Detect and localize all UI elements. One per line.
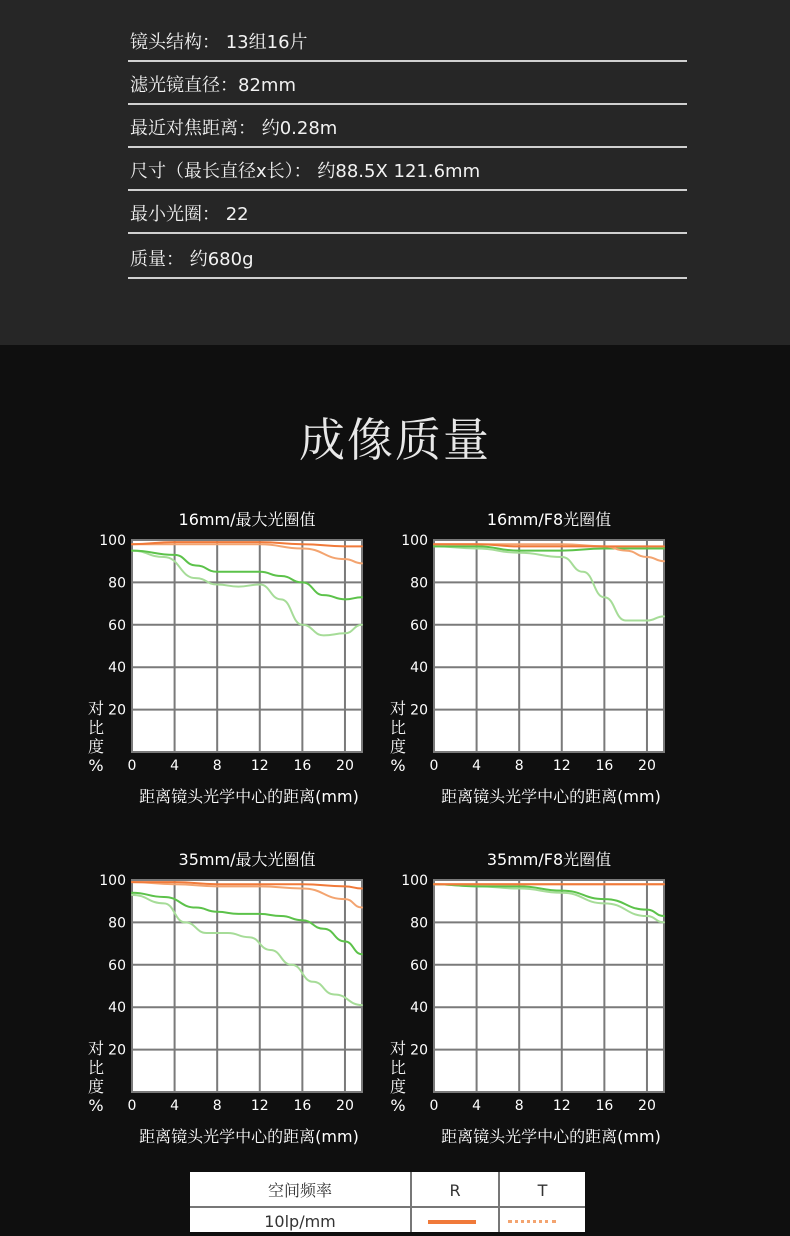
legend-divider	[498, 1172, 500, 1232]
y-tick-label: 100	[401, 873, 428, 889]
y-tick-label: 60	[410, 617, 428, 634]
legend-header-t: T	[537, 1181, 548, 1200]
y-tick-label: 20	[410, 702, 428, 719]
spec-row-structure	[128, 20, 687, 62]
spec-filter: 滤光镜直径：82mm	[130, 75, 296, 96]
spec-size: 尺寸（最长直径x长）： 约88.5X 121.6mm	[130, 161, 481, 182]
y-tick-label: 40	[108, 660, 126, 677]
spec-row-weight	[128, 237, 687, 279]
y-tick-label: 80	[410, 575, 428, 592]
x-tick-label: 12	[552, 1098, 571, 1114]
y-tick-label: 80	[410, 915, 428, 932]
x-tick-label: 0	[127, 758, 137, 774]
x-tick-label: 8	[514, 1098, 524, 1114]
x-tick-label: 16	[595, 758, 614, 774]
chart-title: 35mm/最大光圈值	[178, 850, 316, 869]
spec-row-aperture	[128, 192, 687, 234]
x-tick-label: 0	[127, 1098, 137, 1114]
y-tick-label: 80	[108, 575, 126, 592]
mtf-chart-16mm-f8	[382, 505, 682, 805]
y-tick-label: 20	[108, 1042, 126, 1059]
y-axis-label: %	[88, 756, 104, 775]
y-axis-label: 度	[87, 1077, 105, 1096]
x-tick-label: 20	[336, 758, 354, 774]
x-tick-label: 8	[514, 758, 524, 774]
y-tick-label: 100	[99, 533, 126, 549]
mtf-chart-35mm-wide	[80, 845, 380, 1145]
chart-title: 35mm/F8光圈值	[486, 850, 612, 869]
plot-area	[434, 540, 664, 752]
mtf-chart-16mm-wide	[80, 505, 380, 805]
y-axis-label: 对	[389, 699, 407, 718]
x-tick-label: 20	[336, 1098, 354, 1114]
y-axis-label: 比	[389, 718, 407, 737]
y-tick-label: 40	[410, 1000, 428, 1017]
y-axis-label: 度	[389, 737, 407, 756]
x-tick-label: 12	[250, 1098, 269, 1114]
y-tick-label: 80	[108, 915, 126, 932]
y-tick-label: 100	[99, 873, 126, 889]
mtf-chart-35mm-f8	[382, 845, 682, 1145]
x-tick-label: 4	[472, 1098, 482, 1114]
y-axis-label: %	[390, 1096, 406, 1115]
legend-header-frequency: 空间频率	[267, 1181, 332, 1200]
x-tick-label: 12	[552, 758, 571, 774]
legend-row-10lp: 10lp/mm	[264, 1212, 336, 1231]
y-tick-label: 40	[410, 660, 428, 677]
legend-header-r: R	[449, 1181, 461, 1200]
y-axis-label: 对	[87, 699, 105, 718]
x-tick-label: 16	[293, 758, 312, 774]
x-tick-label: 20	[638, 1098, 656, 1114]
x-tick-label: 0	[429, 758, 439, 774]
spec-weight: 质量： 约680g	[130, 249, 254, 270]
y-tick-label: 100	[401, 533, 428, 549]
section-title: 成像质量	[299, 413, 491, 467]
x-tick-label: 8	[212, 1098, 222, 1114]
y-tick-label: 20	[410, 1042, 428, 1059]
x-tick-label: 0	[429, 1098, 439, 1114]
legend-table	[190, 1172, 585, 1232]
chart-title: 16mm/最大光圈值	[178, 510, 316, 529]
legend-divider	[410, 1172, 412, 1232]
x-tick-label: 20	[638, 758, 656, 774]
x-axis-label: 距离镜头光学中心的距离(mm)	[441, 1127, 661, 1146]
spec-section	[0, 0, 790, 345]
y-axis-label: 比	[87, 1058, 105, 1077]
chart-title: 16mm/F8光圈值	[486, 510, 612, 529]
spec-row-filter	[128, 63, 687, 105]
spec-aperture: 最小光圈： 22	[130, 204, 249, 225]
y-axis-label: 比	[389, 1058, 407, 1077]
y-axis-label: 比	[87, 718, 105, 737]
y-axis-label: 度	[389, 1077, 407, 1096]
legend-swatch-r10	[428, 1220, 476, 1224]
x-tick-label: 16	[595, 1098, 614, 1114]
y-tick-label: 60	[410, 957, 428, 974]
x-tick-label: 16	[293, 1098, 312, 1114]
x-tick-label: 12	[250, 758, 269, 774]
y-axis-label: %	[88, 1096, 104, 1115]
spec-focus: 最近对焦距离： 约0.28m	[130, 118, 338, 139]
x-axis-label: 距离镜头光学中心的距离(mm)	[441, 787, 661, 806]
y-tick-label: 60	[108, 617, 126, 634]
plot-area	[132, 880, 362, 1092]
x-tick-label: 8	[212, 758, 222, 774]
x-tick-label: 4	[472, 758, 482, 774]
x-axis-label: 距离镜头光学中心的距离(mm)	[139, 1127, 359, 1146]
x-tick-label: 4	[170, 758, 180, 774]
x-tick-label: 4	[170, 1098, 180, 1114]
y-axis-label: 度	[87, 737, 105, 756]
spec-row-size	[128, 149, 687, 191]
y-axis-label: 对	[389, 1039, 407, 1058]
spec-structure: 镜头结构： 13组16片	[130, 32, 308, 53]
y-tick-label: 40	[108, 1000, 126, 1017]
y-tick-label: 20	[108, 702, 126, 719]
x-axis-label: 距离镜头光学中心的距离(mm)	[139, 787, 359, 806]
y-tick-label: 60	[108, 957, 126, 974]
spec-row-focus	[128, 106, 687, 148]
y-axis-label: %	[390, 756, 406, 775]
y-axis-label: 对	[87, 1039, 105, 1058]
